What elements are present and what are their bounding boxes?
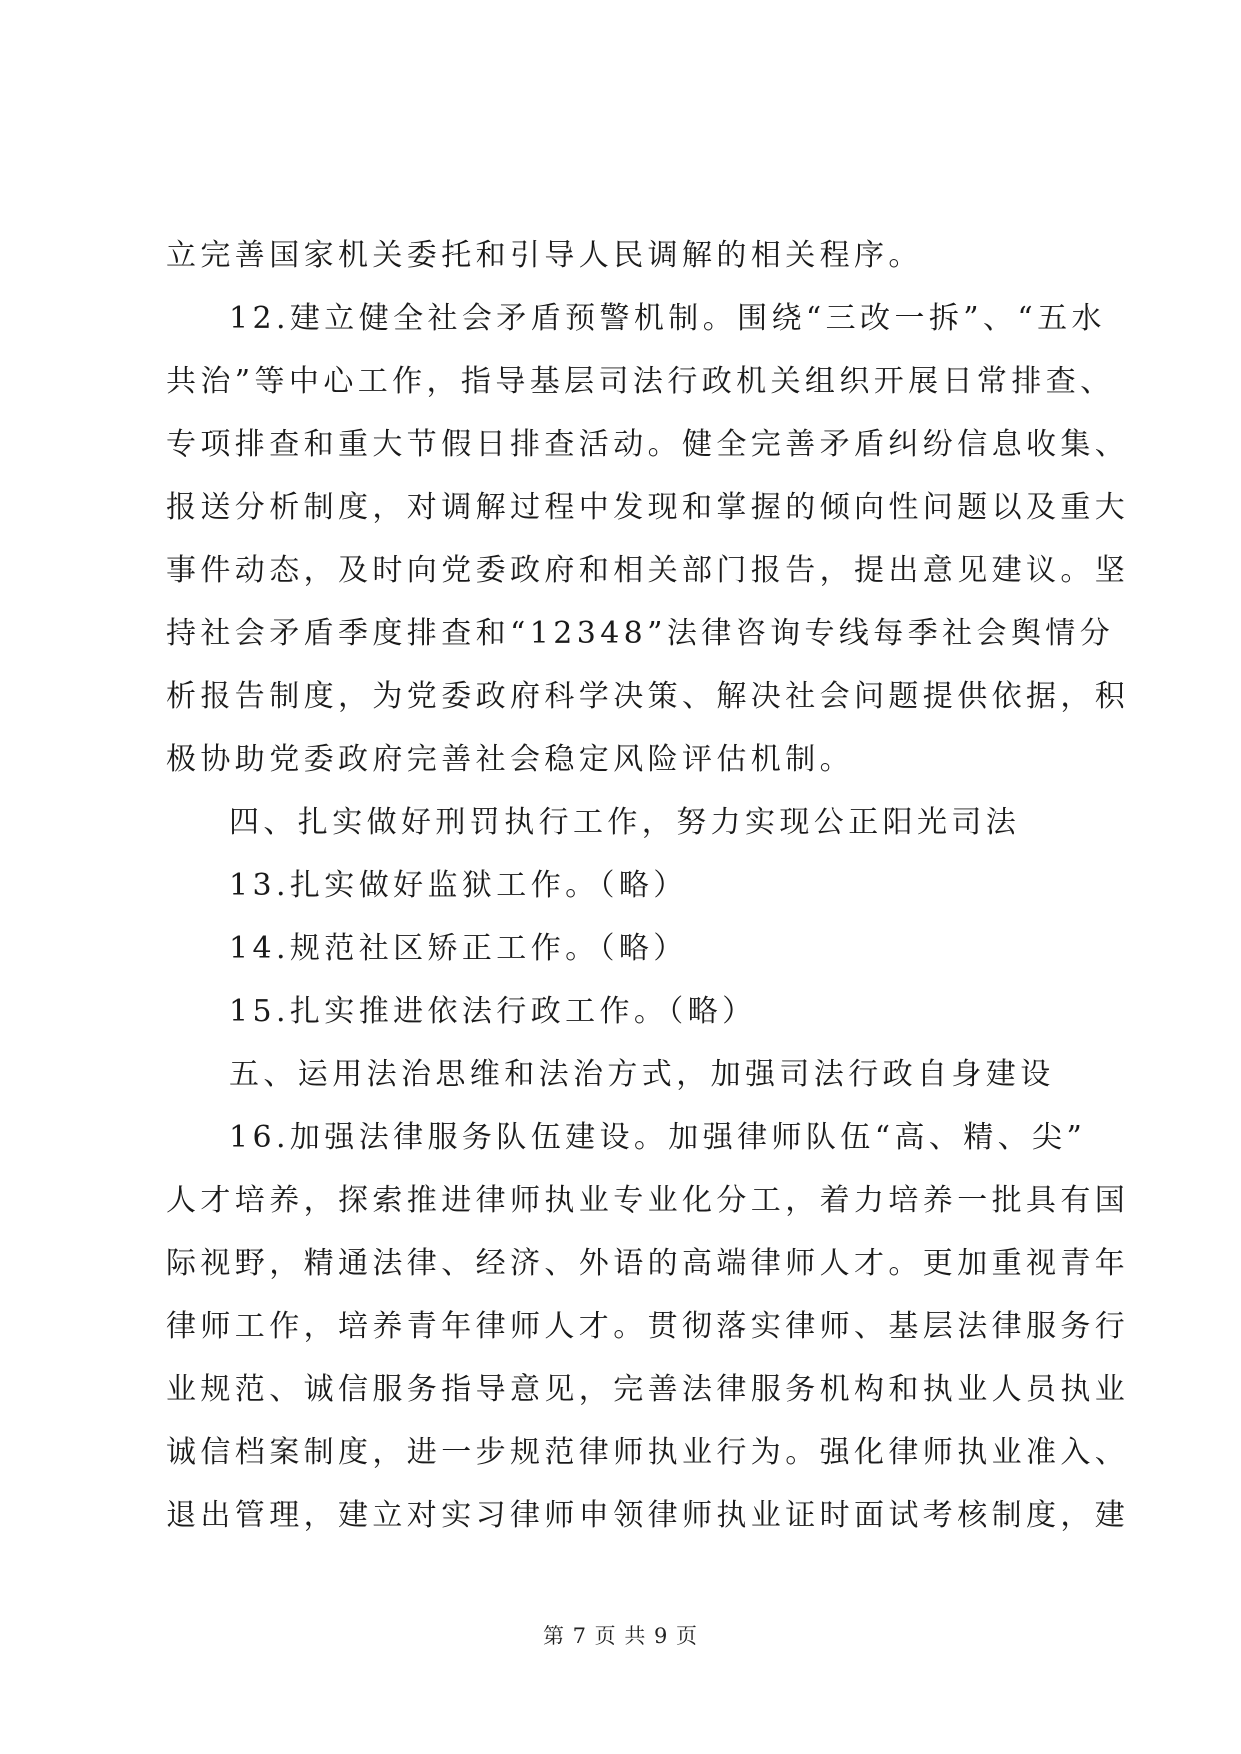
text-line: 业规范、诚信服务指导意见，完善法律服务机构和执业人员执业 xyxy=(166,1372,1130,1407)
item-line: 14.规范社区矫正工作。（略） xyxy=(229,931,688,966)
text-line: 律师工作，培养青年律师人才。贯彻落实律师、基层法律服务行 xyxy=(166,1309,1130,1344)
text-line: 极协助党委政府完善社会稳定风险评估机制。 xyxy=(166,742,854,777)
text-line: 诚信档案制度，进一步规范律师执业行为。强化律师执业准入、 xyxy=(166,1435,1130,1470)
section-heading: 四、扎实做好刑罚执行工作，努力实现公正阳光司法 xyxy=(229,805,1021,840)
text-line: 报送分析制度，对调解过程中发现和掌握的倾向性问题以及重大 xyxy=(166,490,1130,525)
item-line: 13.扎实做好监狱工作。（略） xyxy=(229,868,688,903)
body-text xyxy=(166,224,1130,1547)
text-line: 事件动态，及时向党委政府和相关部门报告，提出意见建议。坚 xyxy=(166,553,1130,588)
text-line: 析报告制度，为党委政府科学决策、解决社会问题提供依据，积 xyxy=(166,679,1130,714)
text-line: 专项排查和重大节假日排查活动。健全完善矛盾纠纷信息收集、 xyxy=(166,427,1130,462)
item-line: 15.扎实推进依法行政工作。（略） xyxy=(229,994,757,1029)
text-line: 共治”等中心工作，指导基层司法行政机关组织开展日常排查、 xyxy=(166,364,1115,399)
section-heading: 五、运用法治思维和法治方式，加强司法行政自身建设 xyxy=(229,1057,1055,1092)
paragraph-start-line: 16.加强法律服务队伍建设。加强律师队伍“高、精、尖” xyxy=(229,1120,1087,1155)
text-line: 持社会矛盾季度排查和“12348”法律咨询专线每季社会舆情分 xyxy=(166,616,1115,651)
text-line: 人才培养，探索推进律师执业专业化分工，着力培养一批具有国 xyxy=(166,1183,1130,1218)
text-line: 际视野，精通法律、经济、外语的高端律师人才。更加重视青年 xyxy=(166,1246,1130,1281)
page-number-footer: 第 7 页 共 9 页 xyxy=(542,1624,699,1648)
text-line: 立完善国家机关委托和引导人民调解的相关程序。 xyxy=(166,238,923,273)
paragraph-start-line: 12.建立健全社会矛盾预警机制。围绕“三改一拆”、“五水 xyxy=(229,301,1106,336)
text-line: 退出管理，建立对实习律师申领律师执业证时面试考核制度，建 xyxy=(166,1498,1130,1533)
